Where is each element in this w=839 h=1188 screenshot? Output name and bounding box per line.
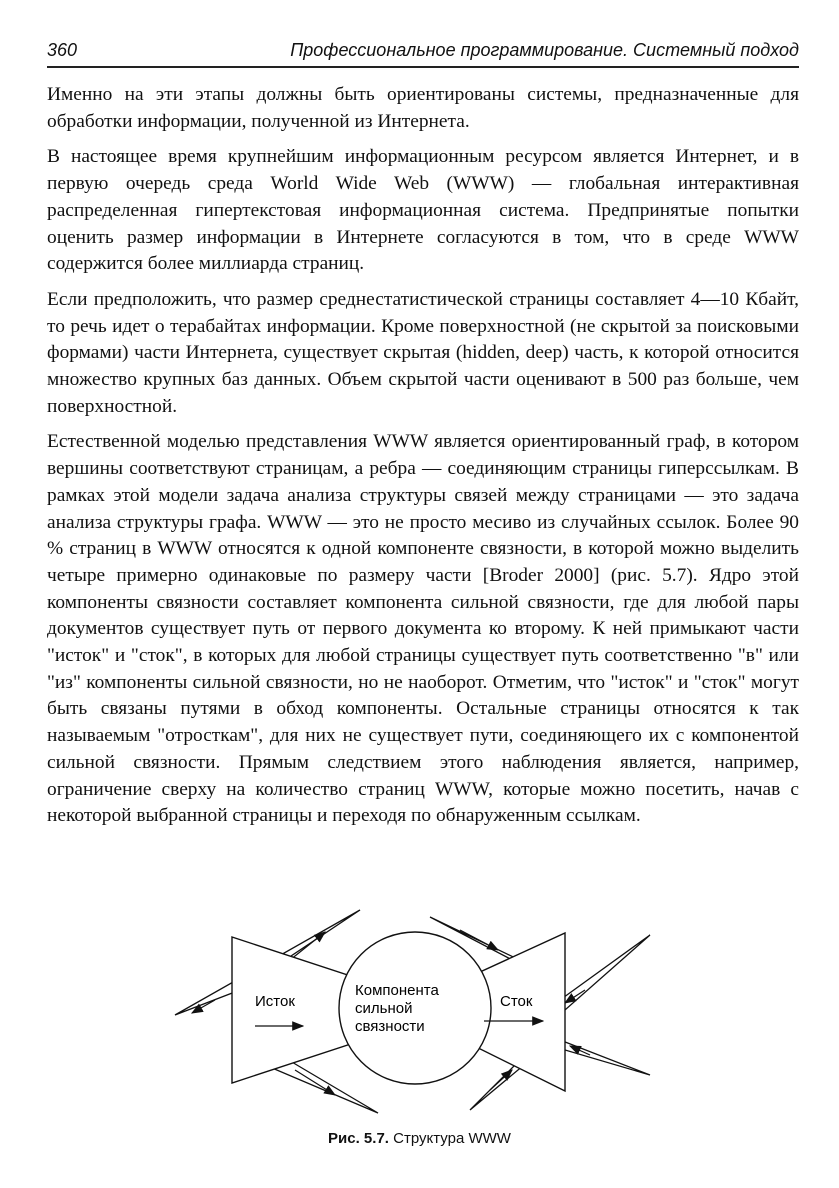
paragraph: Именно на эти этапы должны быть ориентированы системы, предназначенные для обработки информации, полученной из Интернета.	[47, 84, 799, 132]
source-label: Исток	[255, 993, 295, 1010]
core-label-line-1: Компонента	[355, 982, 439, 999]
core-label-line-2: сильной	[355, 1000, 413, 1017]
page-header	[47, 36, 799, 68]
tendril-top-far-right	[560, 935, 650, 1010]
paragraph: Естественной моделью представления WWW является ориентированный граф, в котором вершины соответствуют страницам, а ребра — соединяющим страницы гиперссылкам. В рамках этой модели задача анализа структуры связей между страницами — это задача анализа структуры графа. WWW — это не просто месиво из случайных ссылок. Более 90 % страниц в WWW относятся к одной компоненте связности, в которой можно выделить четыре примерно одинаковые по размеру части [Broder 2000] (рис. 5.7). Ядро этой компоненты связности составляет компонента сильной связности, где для любой пары документов существует путь от первого документа ко второму. К ней примыкают части "исток" и "сток", в которых для любой страницы существует путь соответственно "в" или "из" компоненты сильной связности, но не наоборот. Отметим, что "исток" и "сток" могут быть связаны путями в обход компоненты. Остальные страницы относятся к так называемым "отросткам", для них не существует пути, соединяющего их с компонентой сильной связности. Прямым следствием этого наблюдения является, например, ограничение сверху на количество страниц WWW, которые можно посетить, начав с некоторой выбранной страницы и переходя по обнаруженным ссылкам.	[47, 431, 799, 827]
core-label-line-3: связности	[355, 1018, 425, 1035]
body-text	[47, 82, 799, 839]
tendril-bottom-right	[560, 1040, 650, 1075]
caption-text: Структура WWW	[393, 1130, 511, 1147]
paragraph: В настоящее время крупнейшим информационным ресурсом является Интернет, и в первую очередь среда World Wide Web (WWW) — глобальная интерактивная распределенная гипертекстовая информационная система. Предпринятые попытки оценить размер информации в Интернете согласуются в том, что в среде WWW содержится более миллиарда страниц.	[47, 146, 799, 275]
running-title: Профессиональное программирование. Системный подход	[290, 40, 799, 60]
www-structure-diagram	[160, 905, 720, 1127]
page-number: 360	[47, 40, 78, 60]
figure-caption	[0, 1130, 839, 1147]
sink-label: Сток	[500, 993, 533, 1010]
caption-label: Рис. 5.7.	[328, 1130, 389, 1147]
paragraph: Если предположить, что размер среднестатистической страницы составляет 4—10 Кбайт, то речь идет о терабайтах информации. Кроме поверхностной (не скрытой за поисковыми формами) части Интернета, существует скрытая (hidden, deep) часть, к которой относится множество крупных баз данных. Объем скрытой части оценивают в 500 раз больше, чем поверхностной.	[47, 288, 799, 417]
